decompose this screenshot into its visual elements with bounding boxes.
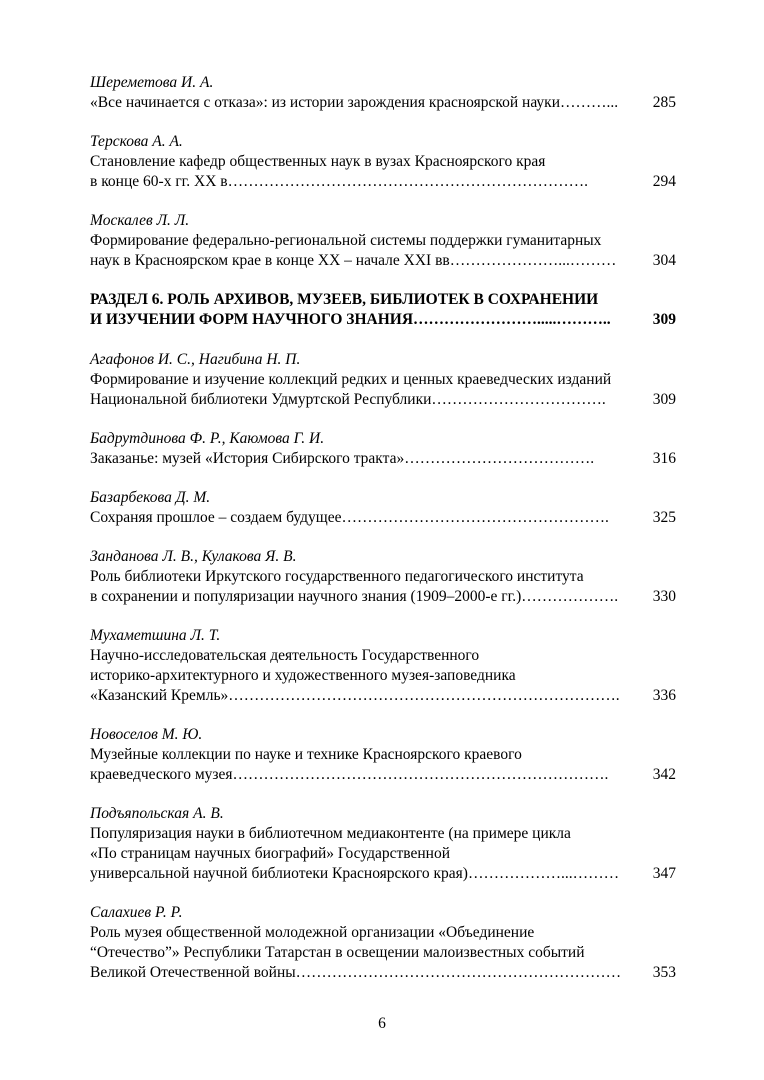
entry-title-line xyxy=(90,963,676,983)
entry-title-line xyxy=(90,923,676,943)
page-number: 6 xyxy=(378,1015,386,1032)
toc-entry xyxy=(90,903,676,983)
entry-title-line xyxy=(90,745,676,765)
entry-title-text: «Все начинается с отказа»: из истории зарождения красноярской науки………... xyxy=(90,94,619,111)
entry-title-line xyxy=(90,231,676,251)
toc-section-heading xyxy=(90,290,676,330)
toc-entry xyxy=(90,73,676,113)
toc-entry xyxy=(90,725,676,785)
entry-author: Шереметова И. А. xyxy=(90,74,214,91)
entry-page-number: 285 xyxy=(652,94,676,111)
entry-title-line xyxy=(90,666,676,686)
entry-page-number: 342 xyxy=(652,766,676,783)
entry-title-line xyxy=(90,390,676,410)
entry-title-text: в конце 60-х гг. XX в……………………………………………………………. xyxy=(90,173,588,190)
entry-title-line xyxy=(90,646,676,666)
entry-page-number: 330 xyxy=(652,588,676,605)
section-title-text: РАЗДЕЛ 6. РОЛЬ АРХИВОВ, МУЗЕЕВ, БИБЛИОТЕК В СОХРАНЕНИИ xyxy=(90,291,599,308)
entry-author: Москалев Л. Л. xyxy=(90,212,190,229)
entry-page-number: 304 xyxy=(652,252,676,269)
entry-title-text: в сохранении и популяризации научного знания (1909–2000-е гг.)………………. xyxy=(90,588,619,605)
entry-title-line xyxy=(90,251,676,271)
section-page-number: 309 xyxy=(652,311,676,328)
entry-title-line xyxy=(90,449,676,469)
table-of-contents xyxy=(90,73,676,1002)
entry-author: Терскова А. А. xyxy=(90,133,183,150)
entry-title-text: Становление кафедр общественных наук в вузах Красноярского края xyxy=(90,153,546,170)
toc-entry xyxy=(90,429,676,469)
entry-page-number: 325 xyxy=(652,509,676,526)
section-title-line xyxy=(90,290,676,310)
entry-title-text: «Казанский Кремль»…………………………………………………………………. xyxy=(90,687,620,704)
entry-title-text: Формирование федерально-региональной системы поддержки гуманитарных xyxy=(90,232,602,249)
entry-author: Салахиев Р. Р. xyxy=(90,904,183,921)
toc-entry xyxy=(90,350,676,410)
section-title-text: И ИЗУЧЕНИИ ФОРМ НАУЧНОГО ЗНАНИЯ…………………….....……….. xyxy=(90,311,611,328)
entry-title-line xyxy=(90,824,676,844)
toc-entry xyxy=(90,626,676,706)
entry-title-line xyxy=(90,765,676,785)
entry-title-text: Сохраняя прошлое – создаем будущее……………………………………………. xyxy=(90,509,609,526)
entry-author: Подъяпольская А. В. xyxy=(90,805,224,822)
entry-page-number: 336 xyxy=(652,687,676,704)
entry-title-line xyxy=(90,587,676,607)
entry-title-text: “Отечество”» Республики Татарстан в освещении малоизвестных событий xyxy=(90,944,585,961)
entry-title-line xyxy=(90,943,676,963)
entry-page-number: 316 xyxy=(652,450,676,467)
section-title-line xyxy=(90,310,676,330)
entry-title-text: историко-архитектурного и художественного музея-заповедника xyxy=(90,667,516,684)
entry-title-line xyxy=(90,152,676,172)
entry-author: Мухаметшина Л. Т. xyxy=(90,627,221,644)
entry-title-text: универсальной научной библиотеки Красноярского края)………………...……… xyxy=(90,865,620,882)
entry-author: Бадрутдинова Ф. Р., Каюмова Г. И. xyxy=(90,430,325,447)
entry-title-line xyxy=(90,844,676,864)
entry-title-text: Музейные коллекции по науке и технике Красноярского краевого xyxy=(90,746,522,763)
entry-title-text: Роль музея общественной молодежной организации «Объединение xyxy=(90,924,535,941)
toc-entry xyxy=(90,132,676,192)
entry-title-text: краеведческого музея………………………………………………………………. xyxy=(90,766,609,783)
entry-author: Новоселов М. Ю. xyxy=(90,726,203,743)
entry-title-line xyxy=(90,370,676,390)
entry-title-line xyxy=(90,686,676,706)
entry-title-text: Роль библиотеки Иркутского государственного педагогического института xyxy=(90,568,584,585)
toc-entry xyxy=(90,488,676,528)
entry-title-text: «По страницам научных биографий» Государственной xyxy=(90,845,451,862)
entry-author: Занданова Л. В., Кулакова Я. В. xyxy=(90,548,297,565)
entry-title-text: Национальной библиотеки Удмуртской Республики……………………………. xyxy=(90,391,606,408)
entry-title-line xyxy=(90,93,676,113)
entry-title-text: Научно-исследовательская деятельность Государственного xyxy=(90,647,480,664)
entry-title-line xyxy=(90,172,676,192)
entry-title-text: Популяризация науки в библиотечном медиаконтенте (на примере цикла xyxy=(90,825,571,842)
entry-title-text: Формирование и изучение коллекций редких и ценных краеведческих изданий xyxy=(90,371,612,388)
toc-entry xyxy=(90,804,676,884)
entry-page-number: 353 xyxy=(652,964,676,981)
toc-entry xyxy=(90,547,676,607)
toc-entry xyxy=(90,211,676,271)
entry-author: Базарбекова Д. М. xyxy=(90,489,211,506)
entry-page-number: 347 xyxy=(652,865,676,882)
entry-title-text: Великой Отечественной войны……………………………………………………… xyxy=(90,964,622,981)
entry-author: Агафонов И. С., Нагибина Н. П. xyxy=(90,351,301,368)
entry-title-text: наук в Красноярском крае в конце XX – начале XXI вв…………………...……… xyxy=(90,252,617,269)
entry-title-line xyxy=(90,508,676,528)
entry-title-line xyxy=(90,567,676,587)
entry-page-number: 294 xyxy=(652,173,676,190)
entry-title-line xyxy=(90,864,676,884)
entry-page-number: 309 xyxy=(652,391,676,408)
entry-title-text: Заказанье: музей «История Сибирского тракта»………………………………. xyxy=(90,450,595,467)
